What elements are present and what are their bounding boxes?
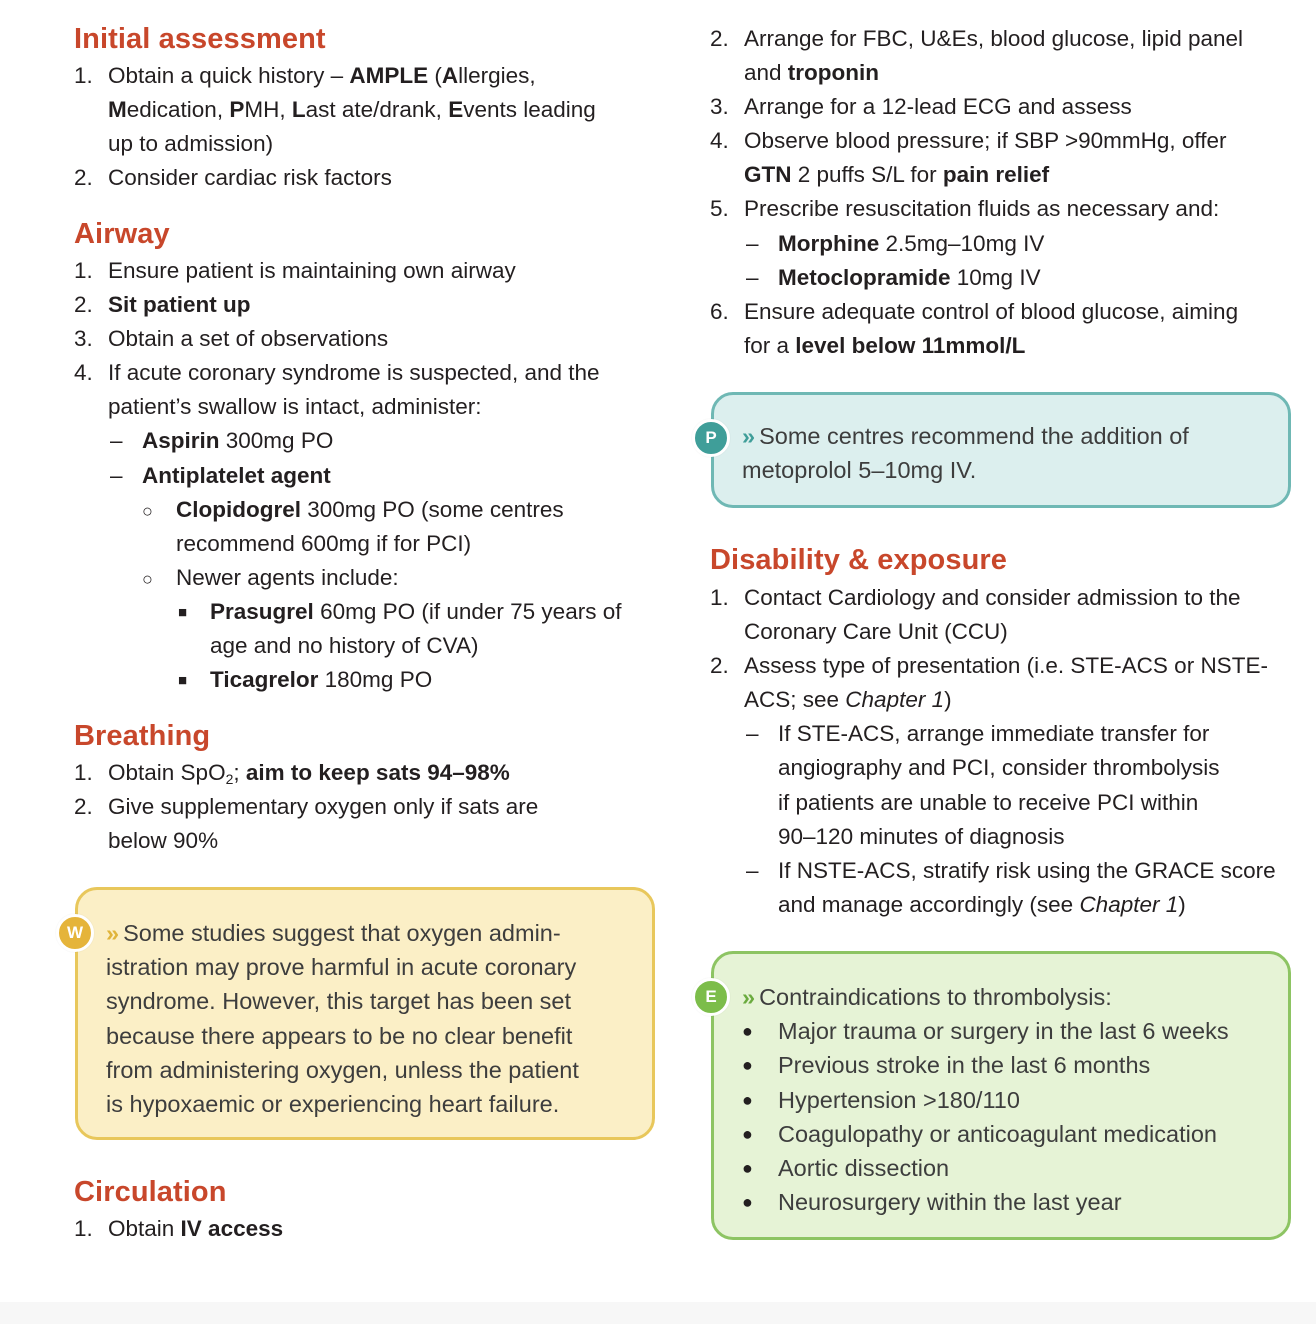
item-number: 2. bbox=[710, 26, 729, 51]
note-line: because there appears to be no clear benefit bbox=[106, 1022, 573, 1049]
initial-assessment-list bbox=[74, 59, 674, 195]
dash-marker: – bbox=[110, 428, 123, 454]
note-e-text bbox=[742, 980, 1229, 1219]
item-text: Obtain SpO bbox=[108, 760, 226, 785]
section-circulation bbox=[74, 1175, 227, 1209]
section-initial-assessment bbox=[74, 22, 326, 56]
circulation-continued-list bbox=[710, 22, 1300, 363]
list-item bbox=[710, 295, 1300, 329]
item-bold: pain relief bbox=[942, 162, 1050, 188]
circulation-heading: Circulation bbox=[74, 1176, 227, 1208]
item-number: 1. bbox=[74, 1216, 93, 1241]
bullet-icon: ● bbox=[742, 1055, 753, 1076]
item-number: 1. bbox=[74, 258, 93, 283]
dash-item bbox=[710, 261, 1300, 295]
item-bold: E bbox=[448, 97, 464, 123]
note-w-badge: W bbox=[56, 914, 94, 952]
dash-item-continuation bbox=[710, 751, 1300, 785]
list-item bbox=[742, 1014, 1229, 1048]
list-item-continuation bbox=[74, 127, 674, 161]
item-text: Ensure adequate control of blood glucose, aiming bbox=[744, 298, 1239, 324]
item-bold: Metoclopramide bbox=[778, 264, 951, 290]
chapter-reference: Chapter 1 bbox=[845, 687, 945, 713]
list-item bbox=[74, 356, 674, 390]
section-breathing bbox=[74, 719, 210, 753]
chevron-right-icon: » bbox=[106, 920, 120, 946]
item-text: Contact Cardiology and consider admission to the bbox=[744, 585, 1241, 610]
list-item bbox=[74, 322, 674, 356]
item-text: up to admission) bbox=[108, 131, 274, 157]
item-text: Obtain bbox=[108, 1216, 181, 1241]
bullet-icon: ● bbox=[742, 1192, 753, 1213]
list-item-continuation bbox=[710, 158, 1300, 192]
list-item bbox=[742, 1151, 1112, 1185]
item-text: age and no history of CVA) bbox=[210, 633, 479, 659]
note-p-badge: P bbox=[692, 419, 730, 457]
list-item bbox=[74, 790, 674, 824]
item-text: Coronary Care Unit (CCU) bbox=[744, 619, 1008, 645]
item-bold: P bbox=[229, 97, 245, 123]
item-number: 4. bbox=[710, 128, 729, 154]
airway-heading: Airway bbox=[74, 218, 170, 250]
item-text: ) bbox=[1178, 891, 1186, 917]
item-bold: Aspirin bbox=[142, 428, 220, 454]
chevron-right-icon: » bbox=[742, 423, 756, 449]
disability-exposure-heading: Disability & exposure bbox=[710, 544, 1008, 576]
list-item-continuation bbox=[74, 93, 674, 127]
square-item bbox=[74, 663, 674, 697]
item-number: 3. bbox=[710, 94, 729, 120]
list-item-continuation bbox=[710, 329, 1300, 363]
item-bold: Sit patient up bbox=[108, 292, 251, 318]
item-text: If NSTE-ACS, stratify risk using the GRACE score bbox=[778, 857, 1276, 883]
item-bold: troponin bbox=[787, 60, 880, 86]
item-text: 2.5mg–10mg IV bbox=[879, 230, 1045, 256]
item-bold: M bbox=[108, 97, 127, 123]
item-text: ; bbox=[233, 760, 246, 785]
item-bold: L bbox=[291, 97, 306, 123]
item-number: 2. bbox=[74, 794, 93, 820]
item-bold: Clopidogrel bbox=[176, 496, 301, 522]
item-text: Consider cardiac risk factors bbox=[108, 165, 392, 191]
item-text: if patients are unable to receive PCI within bbox=[778, 789, 1199, 815]
list-item bbox=[742, 1117, 1217, 1151]
item-text: Give supplementary oxygen only if sats are bbox=[108, 794, 539, 820]
item-bold: Ticagrelor bbox=[210, 667, 319, 693]
list-item bbox=[74, 161, 674, 195]
item-bold: A bbox=[441, 63, 459, 88]
note-title: Contraindications to thrombolysis: bbox=[759, 984, 1112, 1010]
note-w-text bbox=[106, 916, 579, 1121]
item-text: If STE-ACS, arrange immediate transfer for bbox=[778, 721, 1210, 747]
note-box-w bbox=[66, 887, 655, 1140]
note-e-badge: E bbox=[692, 978, 730, 1016]
dash-item bbox=[710, 227, 1300, 261]
item-bold: IV access bbox=[180, 1216, 284, 1241]
chevron-right-icon: » bbox=[742, 984, 756, 1010]
item-text: Coagulopathy or anticoagulant medication bbox=[778, 1120, 1217, 1147]
item-text: Ensure patient is maintaining own airway bbox=[108, 258, 516, 283]
section-airway bbox=[74, 217, 170, 251]
note-p-text bbox=[742, 419, 1189, 487]
item-number: 4. bbox=[74, 360, 93, 386]
item-text: Aortic dissection bbox=[778, 1154, 950, 1181]
square-item-continuation bbox=[74, 629, 674, 663]
dash-marker: – bbox=[746, 721, 759, 747]
list-item bbox=[74, 1212, 674, 1246]
item-text: Major trauma or surgery in the last 6 weeks bbox=[778, 1018, 1229, 1045]
item-bold: level below 11mmol/L bbox=[795, 332, 1026, 358]
dash-item-continuation bbox=[710, 888, 1300, 922]
list-item bbox=[74, 254, 674, 288]
item-text: Prescribe resuscitation fluids as necessary and: bbox=[744, 196, 1220, 222]
item-bold: aim to keep sats 94–98% bbox=[245, 760, 510, 785]
item-text: ) bbox=[944, 687, 952, 713]
note-box-e bbox=[705, 951, 1291, 1240]
dash-marker: – bbox=[746, 857, 759, 883]
subscript: 2 bbox=[225, 771, 234, 787]
page-bottom-band bbox=[0, 1302, 1316, 1324]
airway-list bbox=[74, 254, 674, 697]
item-text: patient’s swallow is intact, administer: bbox=[108, 394, 482, 420]
dash-item bbox=[710, 717, 1300, 751]
item-number: 1. bbox=[74, 63, 93, 88]
item-text: 300mg PO (some centres bbox=[301, 496, 564, 522]
dash-item bbox=[74, 459, 674, 493]
item-text: 2 puffs S/L for bbox=[791, 162, 943, 188]
dash-item bbox=[74, 424, 674, 458]
note-line: Some centres recommend the addition of bbox=[759, 423, 1189, 449]
item-number: 1. bbox=[710, 585, 729, 610]
note-line: syndrome. However, this target has been set bbox=[106, 988, 572, 1015]
item-text: 90–120 minutes of diagnosis bbox=[778, 823, 1065, 849]
note-line: is hypoxaemic or experiencing heart failure. bbox=[106, 1091, 560, 1118]
list-item bbox=[710, 90, 1300, 124]
note-line: metoprolol 5–10mg IV. bbox=[742, 457, 977, 484]
square-bullet-icon: ■ bbox=[178, 672, 188, 690]
list-item bbox=[710, 22, 1300, 56]
item-text: recommend 600mg if for PCI) bbox=[176, 530, 472, 556]
item-text: 10mg IV bbox=[950, 264, 1041, 290]
item-text: If acute coronary syndrome is suspected, and the bbox=[108, 360, 600, 386]
list-item bbox=[742, 1185, 1122, 1219]
bullet-icon: ● bbox=[742, 1089, 753, 1110]
list-item bbox=[742, 1048, 1151, 1082]
item-bold: GTN bbox=[744, 162, 792, 188]
item-number: 6. bbox=[710, 298, 729, 324]
list-item-continuation bbox=[74, 824, 674, 858]
section-disability-exposure bbox=[710, 543, 1007, 577]
item-bold: Antiplatelet agent bbox=[142, 462, 331, 488]
list-item-continuation bbox=[710, 615, 1300, 649]
bullet-icon: ● bbox=[742, 1157, 753, 1178]
item-number: 2. bbox=[74, 292, 93, 318]
list-item bbox=[742, 1083, 1112, 1117]
breathing-list bbox=[74, 756, 674, 858]
list-item-continuation bbox=[710, 56, 1300, 90]
dash-item bbox=[710, 854, 1300, 888]
breathing-heading: Breathing bbox=[74, 720, 211, 752]
note-line: Some studies suggest that oxygen admin- bbox=[123, 920, 561, 946]
item-number: 2. bbox=[74, 165, 93, 191]
item-text: Arrange for a 12-lead ECG and assess bbox=[744, 94, 1132, 120]
list-item-continuation bbox=[710, 683, 1300, 717]
bullet-icon: ● bbox=[742, 1123, 753, 1144]
item-text: Assess type of presentation (i.e. STE-ACS or NSTE- bbox=[744, 653, 1268, 679]
circle-item bbox=[74, 493, 674, 527]
list-item bbox=[710, 192, 1300, 226]
item-number: 2. bbox=[710, 653, 729, 679]
list-item bbox=[710, 649, 1300, 683]
note-box-p bbox=[705, 392, 1291, 508]
item-text: Neurosurgery within the last year bbox=[778, 1189, 1122, 1216]
item-text: Arrange for FBC, U&Es, blood glucose, lipid panel bbox=[744, 26, 1244, 51]
item-text: 180mg PO bbox=[318, 667, 433, 693]
chapter-reference: Chapter 1 bbox=[1079, 891, 1179, 917]
list-item bbox=[710, 124, 1300, 158]
bullet-icon: ● bbox=[742, 1021, 753, 1042]
initial-assessment-heading: Initial assessment bbox=[74, 23, 326, 55]
item-text: 60mg PO (if under 75 years of bbox=[313, 598, 622, 624]
item-bold: Morphine bbox=[778, 230, 880, 256]
item-bold: AMPLE bbox=[349, 63, 429, 88]
dash-marker: – bbox=[746, 264, 759, 290]
square-bullet-icon: ■ bbox=[178, 603, 188, 621]
item-text: Obtain a quick history – bbox=[108, 63, 350, 88]
circle-item bbox=[74, 561, 674, 595]
item-number: 1. bbox=[74, 760, 93, 785]
circulation-list bbox=[74, 1212, 674, 1246]
note-line: from administering oxygen, unless the patient bbox=[106, 1056, 579, 1083]
item-text: MH, bbox=[244, 97, 292, 123]
item-number: 3. bbox=[74, 326, 93, 352]
dash-marker: – bbox=[746, 230, 759, 256]
list-item bbox=[710, 581, 1300, 615]
dash-marker: – bbox=[110, 462, 123, 488]
list-item bbox=[74, 288, 674, 322]
item-text: ACS; see bbox=[744, 687, 846, 713]
item-text: for a bbox=[744, 332, 796, 358]
dash-item-continuation bbox=[710, 820, 1300, 854]
item-text: Hypertension >180/110 bbox=[778, 1086, 1020, 1113]
item-text: Obtain a set of observations bbox=[108, 326, 389, 352]
item-text: angiography and PCI, consider thrombolysis bbox=[778, 755, 1220, 781]
circle-item-continuation bbox=[74, 527, 674, 561]
item-bold: Prasugrel bbox=[210, 598, 314, 624]
item-text: Previous stroke in the last 6 months bbox=[778, 1052, 1151, 1079]
item-text: ( bbox=[428, 63, 442, 88]
item-text: and bbox=[744, 60, 788, 86]
item-text: Observe blood pressure; if SBP >90mmHg, offer bbox=[744, 128, 1227, 154]
list-item bbox=[74, 756, 674, 790]
dash-item-continuation bbox=[710, 786, 1300, 820]
item-text: below 90% bbox=[108, 828, 219, 854]
item-text: llergies, bbox=[458, 63, 536, 88]
list-item bbox=[74, 59, 674, 93]
item-number: 5. bbox=[710, 196, 729, 222]
item-text: Newer agents include: bbox=[176, 564, 399, 590]
item-text: 300mg PO bbox=[219, 428, 334, 454]
list-item-continuation bbox=[74, 390, 674, 424]
item-text: vents leading bbox=[463, 97, 596, 123]
square-item bbox=[74, 595, 674, 629]
circle-bullet-icon: ○ bbox=[142, 568, 153, 589]
note-line: istration may prove harmful in acute coronary bbox=[106, 954, 577, 981]
item-text: ast ate/drank, bbox=[305, 97, 449, 123]
disability-exposure-list bbox=[710, 581, 1300, 922]
circle-bullet-icon: ○ bbox=[142, 500, 153, 521]
item-text: and manage accordingly (see bbox=[778, 891, 1080, 917]
item-text: edication, bbox=[126, 97, 230, 123]
